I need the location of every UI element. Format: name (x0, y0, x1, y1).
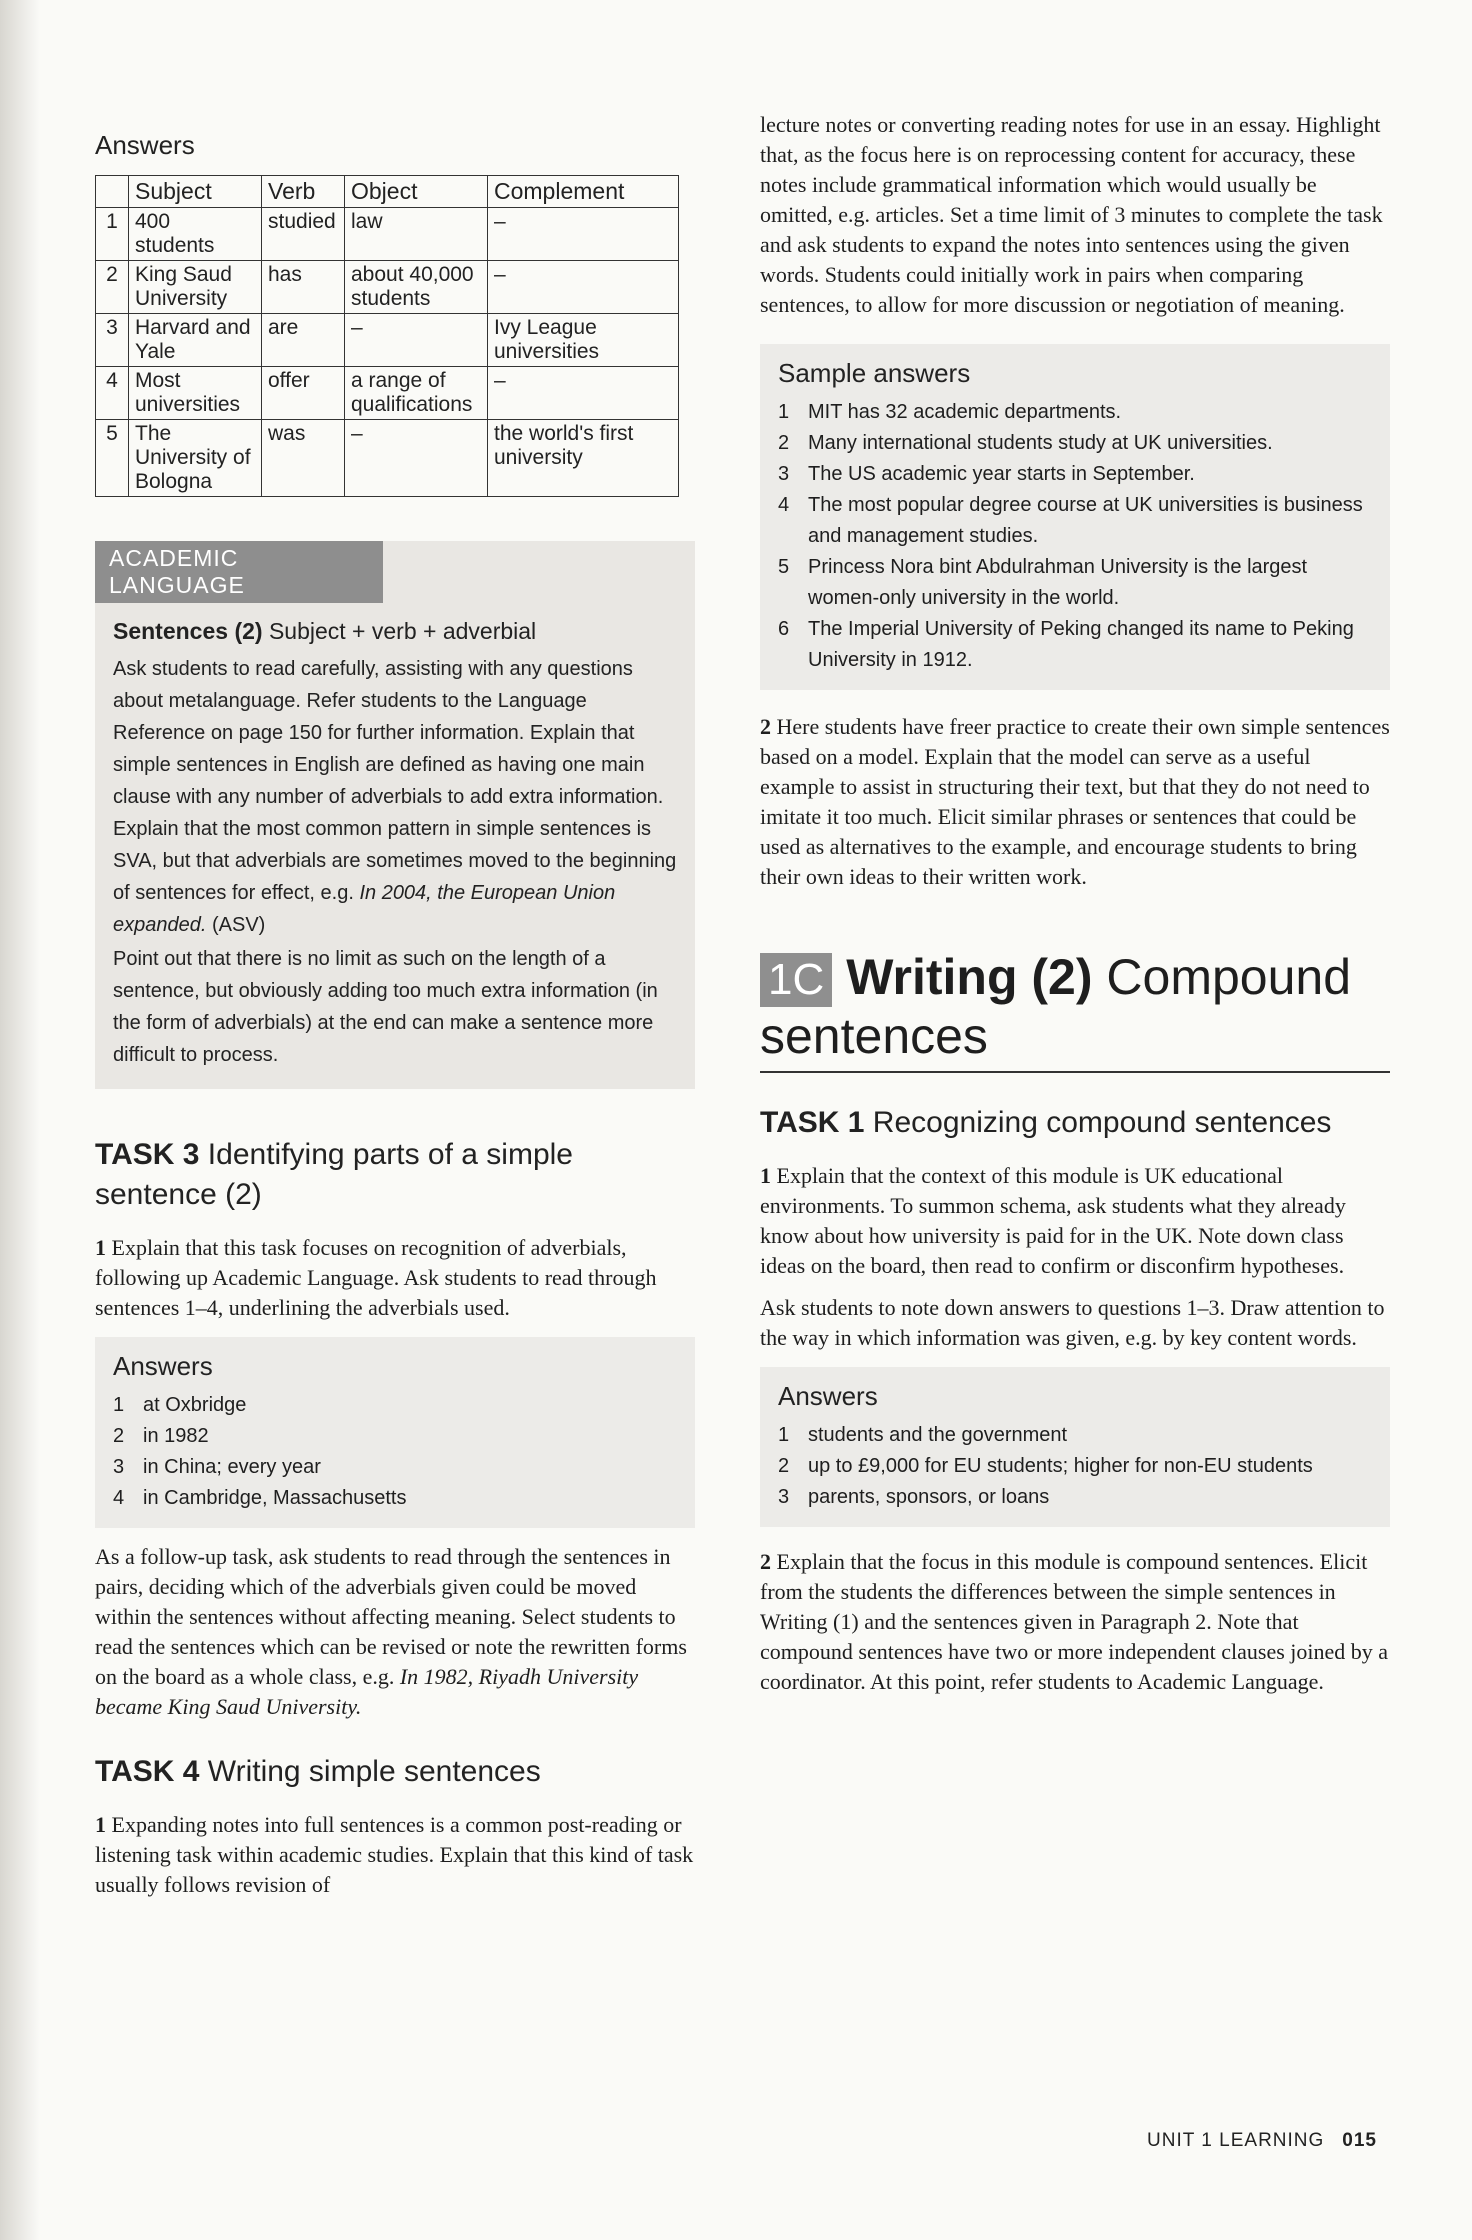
right-column (760, 110, 1390, 1709)
item-text: Many international students study at UK universities. (808, 432, 1273, 454)
item-text: in Cambridge, Massachusetts (143, 1487, 407, 1509)
item-text: parents, sponsors, or loans (808, 1486, 1050, 1508)
list-item (113, 1483, 677, 1514)
table-row (96, 208, 679, 261)
list-item (778, 397, 1372, 428)
item-number: 4 (778, 494, 790, 516)
item-number: 2 (778, 432, 790, 454)
item-number: 1 (113, 1394, 125, 1416)
task-name: Identifying parts of a simple sentence (2) (95, 1138, 573, 1211)
cell-verb: are (262, 314, 345, 367)
academic-language-box (95, 541, 695, 1089)
cell-object: about 40,000 students (345, 261, 488, 314)
list-item (778, 1482, 1372, 1513)
academic-language-paragraph (113, 653, 677, 941)
task4-paragraph-1 (95, 1810, 695, 1900)
sample-answers-list (778, 397, 1372, 676)
item-text: students and the government (808, 1424, 1068, 1446)
cell-subject: The University of Bologna (129, 420, 262, 497)
task1-answers-box (760, 1367, 1390, 1527)
example-text: In 2004, the European Union expanded. (113, 882, 616, 936)
item-number: 5 (778, 556, 790, 578)
item-text: Princess Nora bint Abdulrahman University is the largest women-only university in the world. (808, 556, 1308, 609)
module-heading (760, 948, 1390, 1073)
task-number: TASK 1 (760, 1106, 865, 1139)
paragraph-text: Explain that the context of this module is UK educational environments. To summon schema, ask students what they already know about how university is paid for in the UK. Note down class ideas on the board, then read to confirm or disconfirm hypotheses. (760, 1163, 1346, 1278)
left-column (95, 130, 695, 1912)
cell-subject: 400 students (129, 208, 262, 261)
academic-language-paragraph: Point out that there is no limit as such on the length of a sentence, but obviously adding too much extra information (in the form of adverbials) at the end can make a sentence more difficult to process. (113, 948, 658, 1066)
task3-paragraph-1 (95, 1233, 695, 1323)
table-header-verb: Verb (262, 176, 345, 208)
list-item (113, 1452, 677, 1483)
cell-verb: was (262, 420, 345, 497)
item-text: at Oxbridge (143, 1394, 247, 1416)
task-name: Recognizing compound sentences (864, 1106, 1332, 1139)
cell-complement: – (488, 367, 679, 420)
item-text: The most popular degree course at UK universities is business and management studies. (808, 494, 1363, 547)
task3-answers-box (95, 1337, 695, 1528)
cell-object: – (345, 314, 488, 367)
academic-language-body (95, 603, 695, 1071)
paragraph-text: As a follow-up task, ask students to read through the sentences in pairs, deciding which of the adverbials given could be moved within the sentences without affecting meaning. Select students to read the sentences which can be revised or note the rewritten forms on the board as a whole class, e.g. (95, 1544, 687, 1689)
paragraph-text: Expanding notes into full sentences is a common post-reading or listening task within academic studies. Explain that this kind of task usually follows revision of (95, 1812, 694, 1897)
item-text: MIT has 32 academic departments. (808, 401, 1122, 423)
item-number: 2 (113, 1425, 125, 1447)
module-title-bold: Writing (2) (846, 949, 1093, 1005)
row-number: 5 (96, 420, 129, 497)
subtitle-rest: Subject + verb + adverbial (262, 618, 537, 644)
module-title-rest: Compound sentences (760, 949, 1352, 1064)
task3-paragraph-2 (95, 1542, 695, 1722)
item-number: 4 (113, 1487, 125, 1509)
paragraph-text: Here students have freer practice to create their own simple sentences based on a model. Explain that the model can serve as a useful example to assist in structuring their text, but that they do not need to imitate it too much. Elicit similar phrases or sentences that could be used as alternatives to the example, and encourage students to bring their own ideas to their written work. (760, 714, 1390, 889)
answers-label: Answers (113, 1351, 213, 1381)
task1-paragraph-2 (760, 1547, 1390, 1697)
item-number: 1 (778, 401, 790, 423)
table-header-complement: Complement (488, 176, 679, 208)
cell-complement: – (488, 261, 679, 314)
row-number: 3 (96, 314, 129, 367)
list-item (778, 428, 1372, 459)
list-item (778, 1451, 1372, 1482)
list-item (778, 552, 1372, 614)
answers-label: Answers (95, 130, 195, 160)
task3-title (95, 1135, 695, 1215)
task1-paragraph-1b: Ask students to note down answers to questions 1–3. Draw attention to the way in which information was given, e.g. by key content words. (760, 1295, 1385, 1350)
answers-table (95, 175, 679, 497)
item-text: in 1982 (143, 1425, 209, 1447)
table-row (96, 367, 679, 420)
sample-answers-box (760, 344, 1390, 690)
cell-verb: has (262, 261, 345, 314)
item-number: 3 (778, 1486, 790, 1508)
task1-paragraph-1 (760, 1161, 1390, 1281)
item-number: 3 (778, 463, 790, 485)
cell-complement: Ivy League universities (488, 314, 679, 367)
table-header-num (96, 176, 129, 208)
answers-list (113, 1390, 677, 1514)
page-footer (1147, 2130, 1377, 2152)
subtitle-bold: Sentences (2) (113, 618, 263, 644)
academic-language-subtitle (113, 615, 677, 647)
row-number: 4 (96, 367, 129, 420)
module-title (760, 949, 1351, 1064)
cell-subject: Harvard and Yale (129, 314, 262, 367)
paragraph-number: 1 (95, 1235, 106, 1260)
paragraph-text: Explain that the focus in this module is compound sentences. Elicit from the students the differences between the simple sentences in Writing (1) and the sentences given in Paragraph 2. Note that compound sentences have two or more independent clauses joined by a coordinator. At this point, refer students to Academic Language. (760, 1549, 1389, 1694)
cell-verb: studied (262, 208, 345, 261)
cell-subject: King Saud University (129, 261, 262, 314)
task1-title (760, 1103, 1390, 1143)
academic-language-header: ACADEMIC LANGUAGE (95, 541, 383, 603)
list-item (778, 1420, 1372, 1451)
item-text: The US academic year starts in September. (808, 463, 1195, 485)
table-header-object: Object (345, 176, 488, 208)
table-row (96, 314, 679, 367)
page-binding-shadow (0, 0, 40, 2240)
paragraph-number: 2 (760, 1549, 771, 1574)
task4-continued-paragraph: lecture notes or converting reading notes for use in an essay. Highlight that, as the focus here is on reprocessing content for accuracy, these notes include grammatical information which would usually be omitted, e.g. articles. Set a time limit of 3 minutes to complete the task and ask students to expand the notes into sentences using the given words. Students could initially work in pairs when comparing sentences, to allow for more discussion or negotiation of meaning. (760, 112, 1383, 317)
paragraph-number: 1 (95, 1812, 106, 1837)
task-number: TASK 3 (95, 1138, 200, 1171)
module-badge: 1C (760, 953, 832, 1007)
paragraph-number: 2 (760, 714, 771, 739)
sample-answers-label: Sample answers (778, 358, 971, 388)
list-item (113, 1421, 677, 1452)
example-text: In 1982, Riyadh University became King Saud University. (95, 1664, 639, 1719)
item-number: 3 (113, 1456, 125, 1478)
row-number: 1 (96, 208, 129, 261)
item-text: up to £9,000 for EU students; higher for non-EU students (808, 1455, 1313, 1477)
cell-verb: offer (262, 367, 345, 420)
cell-object: law (345, 208, 488, 261)
paragraph-end: (ASV) (206, 914, 266, 936)
list-item (778, 614, 1372, 676)
item-number: 2 (778, 1455, 790, 1477)
cell-object: a range of qualifications (345, 367, 488, 420)
list-item (778, 490, 1372, 552)
list-item (113, 1390, 677, 1421)
page-number: 015 (1342, 2130, 1377, 2151)
item-text: in China; every year (143, 1456, 321, 1478)
cell-object: – (345, 420, 488, 497)
row-number: 2 (96, 261, 129, 314)
task4-title (95, 1752, 695, 1792)
table-header-subject: Subject (129, 176, 262, 208)
cell-complement: – (488, 208, 679, 261)
answers-list (778, 1420, 1372, 1513)
item-number: 1 (778, 1424, 790, 1446)
table-header-row (96, 176, 679, 208)
footer-unit: UNIT 1 LEARNING (1147, 2130, 1325, 2151)
paragraph-text: Explain that this task focuses on recognition of adverbials, following up Academic Language. Ask students to read through sentences 1–4, underlining the adverbials used. (95, 1235, 657, 1320)
item-text: The Imperial University of Peking changed its name to Peking University in 1912. (808, 618, 1354, 671)
cell-complement: the world's first university (488, 420, 679, 497)
task-name: Writing simple sentences (199, 1755, 541, 1788)
list-item (778, 459, 1372, 490)
table-row (96, 420, 679, 497)
cell-subject: Most universities (129, 367, 262, 420)
paragraph-number: 1 (760, 1163, 771, 1188)
task4-paragraph-2 (760, 712, 1390, 892)
paragraph-text: Ask students to read carefully, assisting with any questions about metalanguage. Refer students to the Language Reference on page 150 for further information. Explain that simple sentences in English are defined as having one main clause with any number of adverbials to add extra information. Explain that the most common pattern in simple sentences is SVA, but that adverbials are sometimes moved to the beginning of sentences for effect, e.g. (113, 658, 677, 904)
answers-label: Answers (778, 1381, 878, 1411)
item-number: 6 (778, 618, 790, 640)
table-row (96, 261, 679, 314)
task-number: TASK 4 (95, 1755, 200, 1788)
